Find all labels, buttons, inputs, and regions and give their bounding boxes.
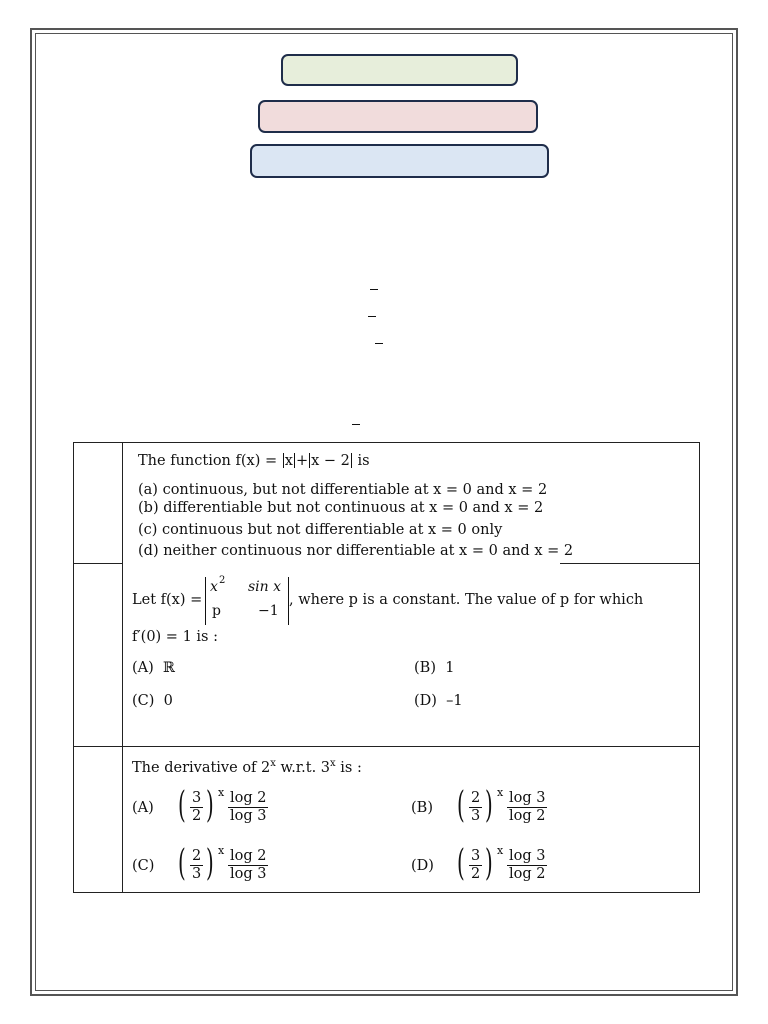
question-2-option-d: (D) –1: [414, 693, 463, 709]
determinant-matrix: x 2 sin x p −1: [205, 577, 289, 625]
left-paren: (: [178, 843, 186, 884]
question-2-option-a: (A) ℝ: [132, 660, 176, 676]
question-3-option-a-label: (A): [132, 800, 154, 816]
question-3-stem: The derivative of 2$^x$ w.r.t. 3$^x$ is :: [132, 758, 362, 776]
header-box-green: [281, 54, 518, 86]
question-2-stem-line2: f′(0) = 1 is :: [132, 629, 218, 645]
right-paren: ): [485, 843, 493, 884]
question-1-option-d: (d) neither continuous nor differentiable at x = 0 and x = 2: [138, 543, 574, 559]
right-paren: ): [206, 843, 214, 884]
left-paren: (: [457, 843, 465, 884]
question-3-option-b-exp: x: [497, 786, 504, 799]
question-3-option-c-base: $\frac{2}{3}$: [192, 848, 202, 882]
question-2-option-b: (B) 1: [414, 660, 455, 676]
header-box-blue: [250, 144, 549, 178]
row-divider: [73, 746, 700, 747]
right-paren: ): [206, 785, 214, 826]
dash-mark: [368, 316, 376, 317]
question-3-option-a-base: $\frac{3}{2}$: [192, 790, 202, 824]
question-3-option-c-fraction: $\frac{\log 2}{\log 3}$: [230, 848, 267, 882]
right-paren: ): [485, 785, 493, 826]
question-1-option-a: (a) continuous, but not differentiable at x = 0 and x = 2: [138, 482, 548, 498]
question-3-option-a-exp: x: [218, 786, 225, 799]
dash-mark: [370, 289, 378, 290]
question-2-stem-lead: Let f(x) =: [132, 592, 203, 608]
number-column-divider: [122, 442, 123, 893]
header-box-pink: [258, 100, 538, 133]
row-divider: [73, 563, 122, 564]
dash-mark: [375, 343, 383, 344]
row-divider: [560, 563, 700, 564]
question-3-option-b-fraction: $\frac{\log 3}{\log 2}$: [509, 790, 546, 824]
question-3-option-d-exp: x: [497, 844, 504, 857]
question-2-stem-rest: , where p is a constant. The value of p for which: [289, 592, 644, 608]
left-paren: (: [178, 785, 186, 826]
question-2-option-c: (C) 0: [132, 693, 173, 709]
question-3-option-a-fraction: $\frac{\log 2}{\log 3}$: [230, 790, 267, 824]
dash-mark: [352, 424, 360, 425]
question-1-stem: The function f(x) = x + x − 2 is: [138, 453, 370, 469]
question-3-option-b-label: (B): [411, 800, 433, 816]
question-3-option-c-exp: x: [218, 844, 225, 857]
left-paren: (: [457, 785, 465, 826]
question-3-option-b-base: $\frac{2}{3}$: [471, 790, 481, 824]
question-3-option-d-fraction: $\frac{\log 3}{\log 2}$: [509, 848, 546, 882]
question-3-option-c-label: (C): [132, 858, 155, 874]
question-3-option-d-label: (D): [411, 858, 434, 874]
question-1-option-b: (b) differentiable but not continuous at x = 0 and x = 2: [138, 500, 544, 516]
question-3-option-d-base: $\frac{3}{2}$: [471, 848, 481, 882]
question-1-option-c: (c) continuous but not differentiable at x = 0 only: [138, 522, 503, 538]
